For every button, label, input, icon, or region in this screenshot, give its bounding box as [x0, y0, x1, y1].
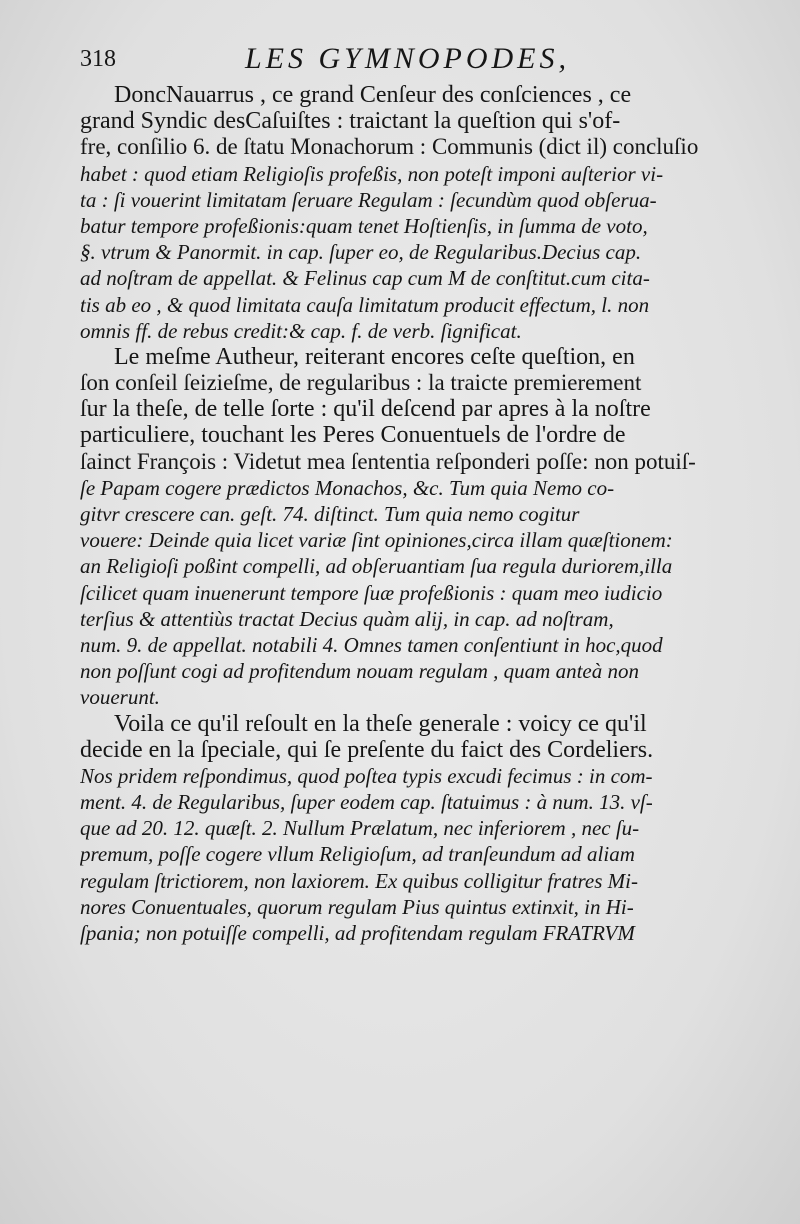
text-line: premum, poſſe cogere vllum Religioſum, ad tranſeundum ad aliam — [80, 842, 635, 867]
text-line: ſur la theſe, de telle ſorte : qu'il deſcend par apres à la noſtre — [80, 396, 651, 423]
text-line: num. 9. de appellat. notabili 4. Omnes tamen conſentiunt in hoc,quod — [80, 632, 663, 657]
text-line: ſe Papam cogere prædictos Monachos, &c. Tum quia Nemo co- — [80, 475, 615, 500]
text-line: gitvr crescere can. geſt. 74. diſtinct. Tum quia nemo cogitur — [80, 502, 580, 526]
page-header — [80, 42, 720, 82]
text-line: omnis ff. de rebus credit:& cap. f. de verb. ſignificat. — [80, 318, 522, 343]
text-line: ſpania; non potuiſſe compelli, ad profitendam regulam FRATRVM — [80, 921, 635, 945]
text-line: ment. 4. de Regularibus, ſuper eodem cap. ſtatuimus : à num. 13. vſ- — [80, 790, 653, 815]
text-line: ta : ſi vouerint limitatam ſeruare Regulam : ſecundùm quod obſerua- — [80, 187, 657, 212]
text-line: particuliere, touchant les Peres Conuentuels de l'ordre de — [80, 422, 626, 449]
text-line: vouerunt. — [80, 685, 160, 710]
text-line: non poſſunt cogi ad profitendum nouam regulam , quam anteà non — [80, 659, 639, 684]
text-line: terſius & attentiùs tractat Decius quàm alij, in cap. ad noſtram, — [80, 606, 614, 631]
text-line: Le meſme Autheur, reiterant encores ceſte queſtion, en — [114, 343, 635, 370]
text-line: an Religioſi poßint compelli, ad obſeruantiam ſua regula duriorem,illa — [80, 554, 673, 579]
text-line: que ad 20. 12. quæſt. 2. Nullum Prælatum, nec inferiorem , nec ſu- — [80, 816, 640, 841]
text-line: batur tempore profeßionis:quam tenet Hoſtienſis, in ſumma de voto, — [80, 213, 648, 238]
text-line: ſainct François : Videtut mea ſententia reſponderi poſſe: non potuiſ- — [80, 448, 696, 474]
text-line: habet : quod etiam Religioſis profeßis, non poteſt imponi auſterior vi- — [80, 161, 664, 186]
page-number: 318 — [80, 46, 116, 72]
text-line: tis ab eo , & quod limitata cauſa limitatum producit effectum, l. non — [80, 292, 650, 317]
text-line: decide en la ſpeciale, qui ſe preſente du faict des Cordeliers. — [80, 736, 654, 763]
running-title: LES GYMNOPODES, — [245, 42, 571, 75]
text-line: vouere: Deinde quia licet variæ ſint opiniones,circa illam quæſtionem: — [80, 528, 673, 553]
text-line: grand Syndic desCaſuiſtes : traictant la queſtion qui s'of- — [80, 108, 621, 135]
page-body-text — [80, 82, 720, 946]
text-line: regulam ſtrictiorem, non laxiorem. Ex quibus colligitur fratres Mi- — [80, 868, 638, 893]
text-line: DoncNauarrus , ce grand Cenſeur des conſciences , ce — [114, 82, 632, 108]
text-line: nores Conuentuales, quorum regulam Pius quintus extinxit, in Hi- — [80, 894, 634, 919]
text-line: ſcilicet quam inuenerunt tempore ſuæ profeßionis : quam meo iudicio — [80, 580, 663, 605]
text-line: ſon conſeil ſeizieſme, de regularibus : la traicte premierement — [80, 370, 642, 396]
text-line: Voila ce qu'il reſoult en la theſe generale : voicy ce qu'il — [114, 710, 647, 737]
text-line: fre, conſilio 6. de ſtatu Monachorum : Communis (dict il) concluſio — [80, 134, 699, 160]
text-line: ad noſtram de appellat. & Felinus cap cum M de conſtitut.cum cita- — [80, 266, 650, 291]
text-line: §. vtrum & Panormit. in cap. ſuper eo, de Regularibus.Decius cap. — [80, 240, 642, 265]
text-line: Nos pridem reſpondimus, quod poſtea typis excudi fecimus : in com- — [80, 763, 653, 788]
